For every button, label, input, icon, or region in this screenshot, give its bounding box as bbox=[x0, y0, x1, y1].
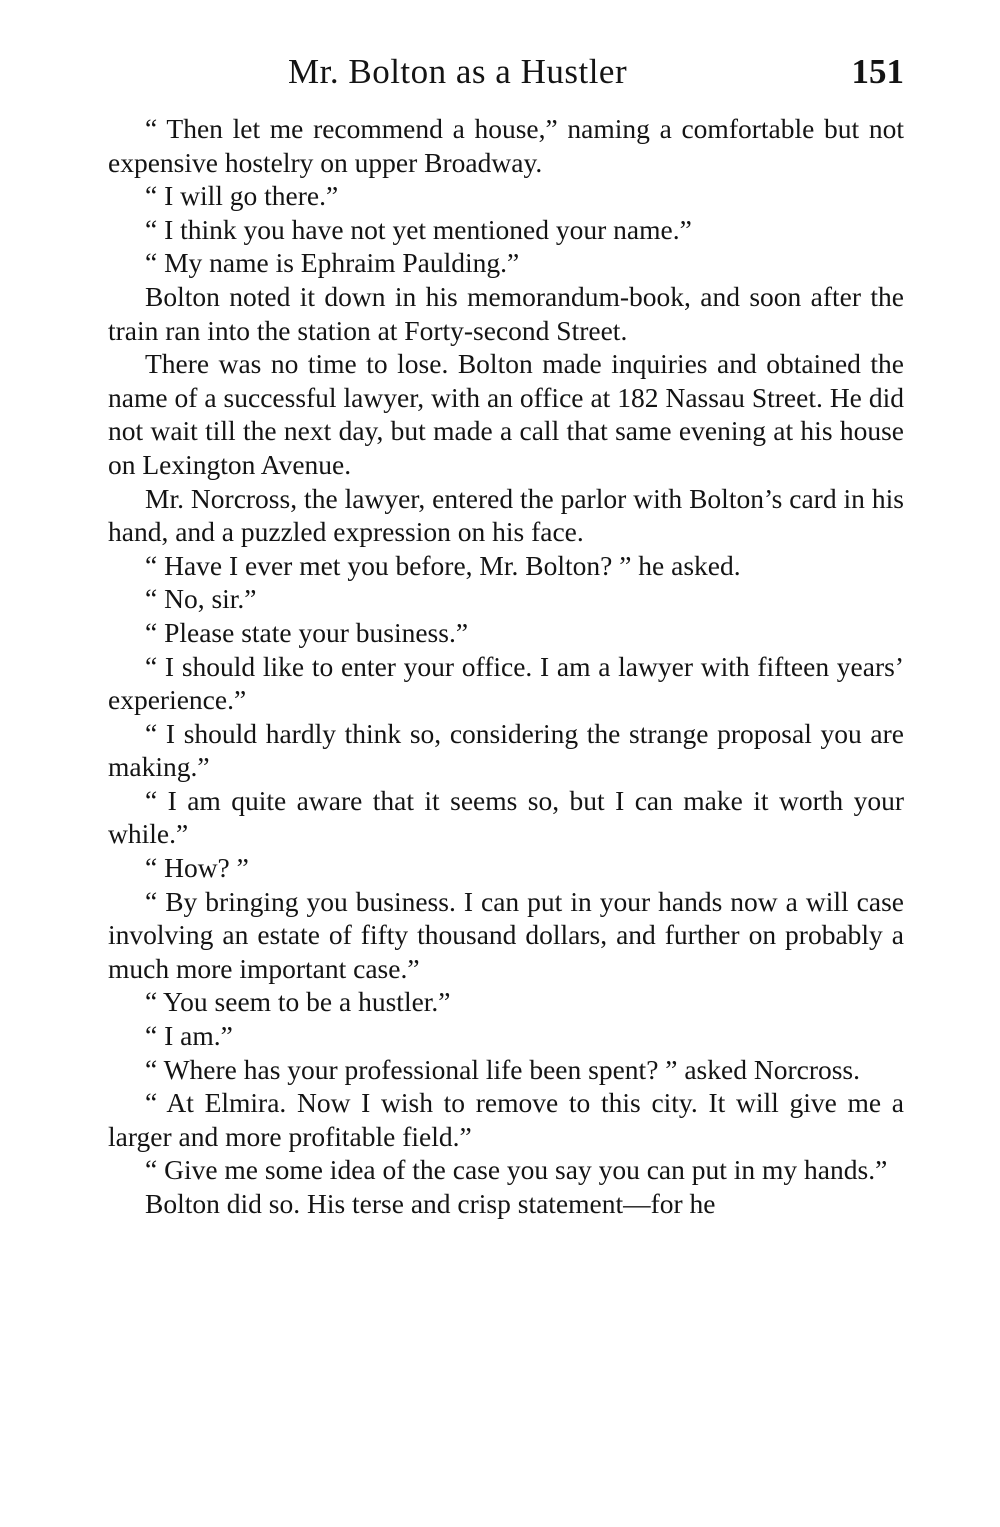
page-number: 151 bbox=[851, 52, 904, 91]
paragraph: “ At Elmira. Now I wish to remove to this city. It will give me a larger and more profitable field.” bbox=[108, 1087, 904, 1152]
paragraph: There was no time to lose. Bolton made inquiries and obtained the name of a successful lawyer, with an office at 182 Nassau Street. He did not wait till the next day, but made a call that same evening at his house on Lexington Avenue. bbox=[108, 348, 904, 480]
paragraph: “ I am.” bbox=[145, 1020, 233, 1052]
body-text bbox=[108, 112, 904, 1221]
paragraph: “ I should hardly think so, considering the strange proposal you are making.” bbox=[108, 717, 904, 783]
paragraph: “ Give me some idea of the case you say you can put in my hands.” bbox=[145, 1154, 888, 1186]
running-title: Mr. Bolton as a Hustler bbox=[288, 52, 628, 91]
book-page bbox=[108, 52, 904, 1221]
paragraph: “ Have I ever met you before, Mr. Bolton? ” he asked. bbox=[145, 549, 741, 581]
paragraph: “ Where has your professional life been spent? ” asked Norcross. bbox=[145, 1053, 860, 1085]
paragraph: “ I should like to enter your office. I am a lawyer with fifteen years’ experience.” bbox=[108, 650, 904, 716]
paragraph: Bolton did so. His terse and crisp statement—for he bbox=[145, 1188, 716, 1219]
page-header bbox=[108, 52, 904, 98]
paragraph: Mr. Norcross, the lawyer, entered the parlor with Bolton’s card in his hand, and a puzzled expression on his face. bbox=[108, 482, 904, 548]
paragraph: “ Then let me recommend a house,” naming a comfortable but not expensive hostelry on upper Broadway. bbox=[108, 113, 904, 178]
paragraph: “ Please state your business.” bbox=[145, 616, 469, 648]
paragraph: “ By bringing you business. I can put in your hands now a will case involving an estate of fifty thousand dollars, and further on probably a much more important case.” bbox=[108, 885, 904, 984]
paragraph: “ I will go there.” bbox=[145, 180, 339, 212]
paragraph: Bolton noted it down in his memorandum-book, and soon after the train ran into the station at Forty-second Street. bbox=[108, 280, 904, 346]
paragraph: “ You seem to be a hustler.” bbox=[145, 986, 451, 1018]
paragraph: “ How? ” bbox=[145, 852, 249, 884]
paragraph: “ I am quite aware that it seems so, but I can make it worth your while.” bbox=[108, 784, 904, 850]
paragraph: “ No, sir.” bbox=[145, 583, 257, 615]
paragraph: “ My name is Ephraim Paulding.” bbox=[145, 247, 520, 279]
paragraph: “ I think you have not yet mentioned your name.” bbox=[145, 213, 692, 245]
